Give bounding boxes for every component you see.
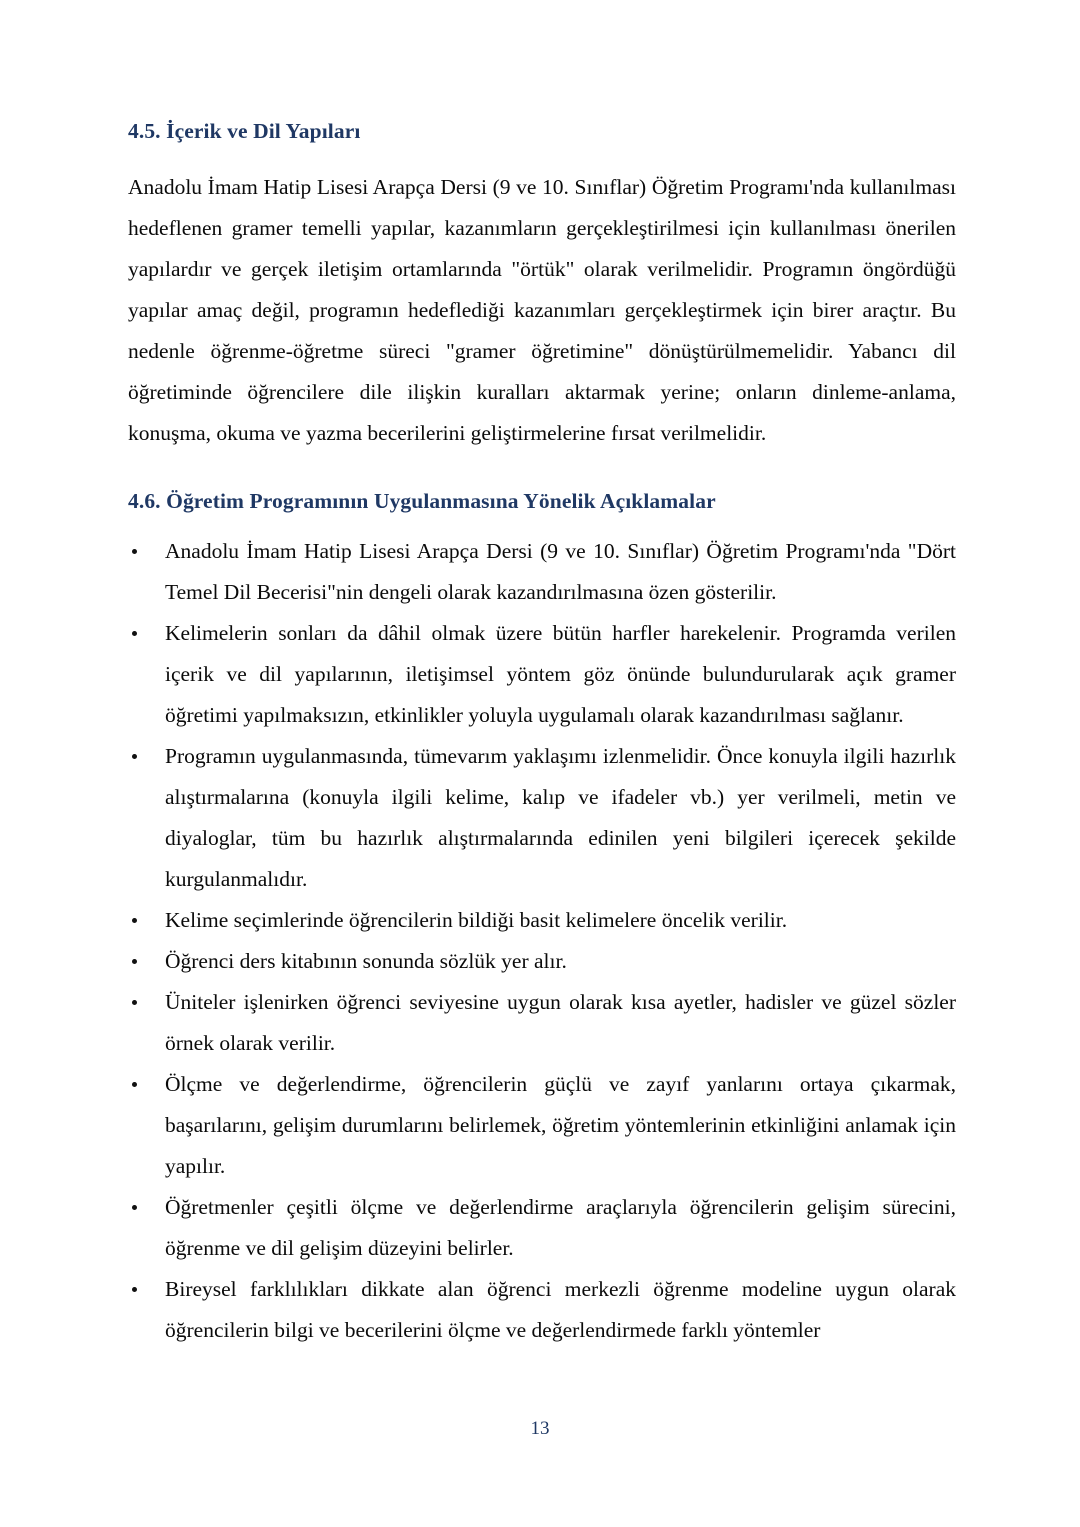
bullet-dot-icon (132, 959, 137, 964)
list-item (128, 531, 956, 613)
list-item (128, 982, 956, 1064)
bullet-dot-icon (132, 1205, 137, 1210)
list-item (128, 1187, 956, 1269)
list-item (128, 1064, 956, 1187)
page-number: 13 (530, 1418, 550, 1439)
bullet-dot-icon (132, 754, 137, 759)
bullet-dot-icon (132, 1082, 137, 1087)
section-heading-4-5: 4.5. İçerik ve Dil Yapıları (128, 119, 361, 143)
bullet-dot-icon (132, 549, 137, 554)
bullet-dot-icon (132, 631, 137, 636)
list-item (128, 736, 956, 900)
bullet-dot-icon (132, 1287, 137, 1292)
list-item-text: Anadolu İmam Hatip Lisesi Arapça Dersi (9 ve 10. Sınıflar) Öğretim Programı'nda "Dört Temel Dil Becerisi"nin dengeli olarak kazandırılmasına özen gösterilir. (165, 538, 956, 604)
list-item (128, 613, 956, 736)
list-item (128, 941, 956, 982)
list-item-text: Bireysel farklılıkları dikkate alan öğrenci merkezli öğrenme modeline uygun olarak öğrencilerin bilgi ve becerilerini ölçme ve değerlendirmede farklı yöntemler (165, 1276, 956, 1342)
list-item-text: Ölçme ve değerlendirme, öğrencilerin güçlü ve zayıf yanlarını ortaya çıkarmak, başarılarını, gelişim durumlarını belirlemek, öğretim yöntemlerinin etkinliğini anlamak için yapılır. (165, 1071, 956, 1178)
section-4-6-bullet-list (128, 531, 956, 1351)
list-item (128, 900, 956, 941)
list-item (128, 1269, 956, 1351)
list-item-text: Programın uygulanmasında, tümevarım yaklaşımı izlenmelidir. Önce konuyla ilgili hazırlık alıştırmalarına (konuyla ilgili kelime, kalıp ve ifadeler vb.) yer verilmeli, metin ve diyaloglar, tüm bu hazırlık alıştırmalarında edinilen yeni bilgileri içerecek şekilde kurgulanmalıdır. (165, 743, 956, 891)
list-item-text: Öğretmenler çeşitli ölçme ve değerlendirme araçlarıyla öğrencilerin gelişim sürecini, öğrenme ve dil gelişim düzeyini belirler. (165, 1194, 956, 1260)
list-item-text: Öğrenci ders kitabının sonunda sözlük yer alır. (165, 948, 567, 973)
list-item-text: Kelime seçimlerinde öğrencilerin bildiği basit kelimelere öncelik verilir. (165, 907, 788, 932)
section-4-5-paragraph: Anadolu İmam Hatip Lisesi Arapça Dersi (9 ve 10. Sınıflar) Öğretim Programı'nda kullanılması hedeflenen gramer temelli yapılar, kazanımların gerçekleştirilmesi için kullanılması önerilen yapılardır ve gerçek iletişim ortamlarında "örtük" olarak verilmelidir. Programın öngördüğü yapılar amaç değil, programın hedeflediği kazanımları gerçekleştirmek için birer araçtır. Bu nedenle öğrenme-öğretme süreci "gramer öğretimine" dönüştürülmemelidir. Yabancı dil öğretiminde öğrencilere dile ilişkin kuralları aktarmak yerine; onların dinleme-anlama, konuşma, okuma ve yazma becerilerini geliştirmelerine fırsat verilmelidir. (128, 174, 956, 445)
list-item-text: Kelimelerin sonları da dâhil olmak üzere bütün harfler harekelenir. Programda verilen içerik ve dil yapılarının, iletişimsel yöntem göz önünde bulundurularak açık gramer öğretimi yapılmaksızın, etkinlikler yoluyla uygulamalı olarak kazandırılması sağlanır. (165, 620, 956, 727)
section-heading-4-6: 4.6. Öğretim Programının Uygulanmasına Yönelik Açıklamalar (128, 488, 716, 513)
bullet-dot-icon (132, 918, 137, 923)
list-item-text: Üniteler işlenirken öğrenci seviyesine uygun olarak kısa ayetler, hadisler ve güzel sözler örnek olarak verilir. (165, 989, 956, 1055)
page-content (128, 118, 956, 1351)
bullet-dot-icon (132, 1000, 137, 1005)
